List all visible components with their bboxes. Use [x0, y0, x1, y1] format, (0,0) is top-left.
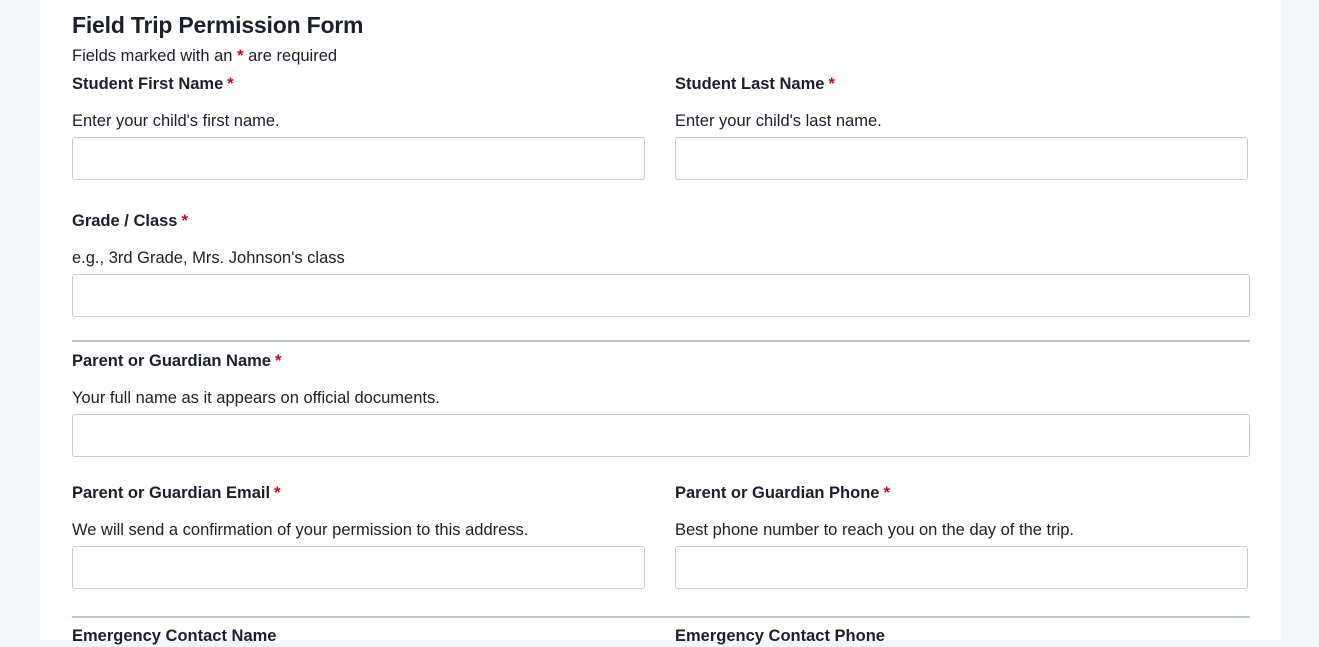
student-last-name-label-text: Student Last Name — [675, 75, 825, 93]
parent-name-label-text: Parent or Guardian Name — [72, 352, 271, 370]
required-marker: * — [828, 75, 835, 93]
parent-phone-hint: Best phone number to reach you on the day of the trip. — [675, 521, 1075, 539]
emergency-contact-phone-group — [675, 625, 885, 647]
parent-name-input[interactable] — [72, 414, 1250, 457]
section-divider — [72, 616, 1250, 618]
required-marker: * — [181, 212, 188, 230]
student-last-name-input[interactable] — [675, 137, 1248, 180]
parent-phone-label-text: Parent or Guardian Phone — [675, 484, 880, 502]
required-note-suffix: are required — [248, 47, 338, 65]
emergency-contact-name-label — [72, 627, 277, 645]
required-note-prefix: Fields marked with an — [72, 47, 233, 65]
parent-phone-group — [675, 482, 1248, 589]
emergency-contact-phone-label-text: Emergency Contact Phone — [675, 627, 885, 645]
required-marker: * — [227, 75, 234, 93]
emergency-contact-name-label-text: Emergency Contact Name — [72, 627, 277, 645]
grade-class-input[interactable] — [72, 274, 1250, 317]
required-marker: * — [274, 484, 281, 502]
student-first-name-label — [72, 75, 234, 93]
parent-email-label-text: Parent or Guardian Email — [72, 484, 271, 502]
required-marker: * — [237, 47, 244, 65]
parent-phone-label — [675, 484, 890, 502]
grade-class-label-text: Grade / Class — [72, 212, 178, 230]
student-first-name-group — [72, 73, 645, 180]
parent-email-hint: We will send a confirmation of your permission to this address. — [72, 521, 529, 539]
grade-class-label — [72, 212, 188, 230]
student-last-name-group — [675, 73, 1248, 180]
form-title: Field Trip Permission Form — [72, 12, 364, 38]
parent-name-group — [72, 350, 1250, 457]
form-card — [40, 0, 1281, 645]
parent-phone-input[interactable] — [675, 546, 1248, 589]
parent-email-input[interactable] — [72, 546, 645, 589]
emergency-contact-name-group — [72, 625, 277, 647]
required-fields-note — [72, 47, 337, 66]
grade-class-hint: e.g., 3rd Grade, Mrs. Johnson's class — [72, 249, 345, 267]
student-first-name-label-text: Student First Name — [72, 75, 224, 93]
student-last-name-hint: Enter your child's last name. — [675, 112, 882, 130]
emergency-contact-phone-label — [675, 627, 885, 645]
required-marker: * — [883, 484, 890, 502]
parent-name-hint: Your full name as it appears on official documents. — [72, 389, 440, 407]
parent-email-label — [72, 484, 280, 502]
required-marker: * — [274, 352, 282, 370]
section-divider — [72, 340, 1250, 342]
student-last-name-label — [675, 75, 835, 93]
parent-email-group — [72, 482, 645, 589]
parent-name-label — [72, 352, 281, 370]
student-first-name-input[interactable] — [72, 137, 645, 180]
grade-class-group — [72, 210, 1250, 317]
student-first-name-hint: Enter your child's first name. — [72, 112, 280, 130]
